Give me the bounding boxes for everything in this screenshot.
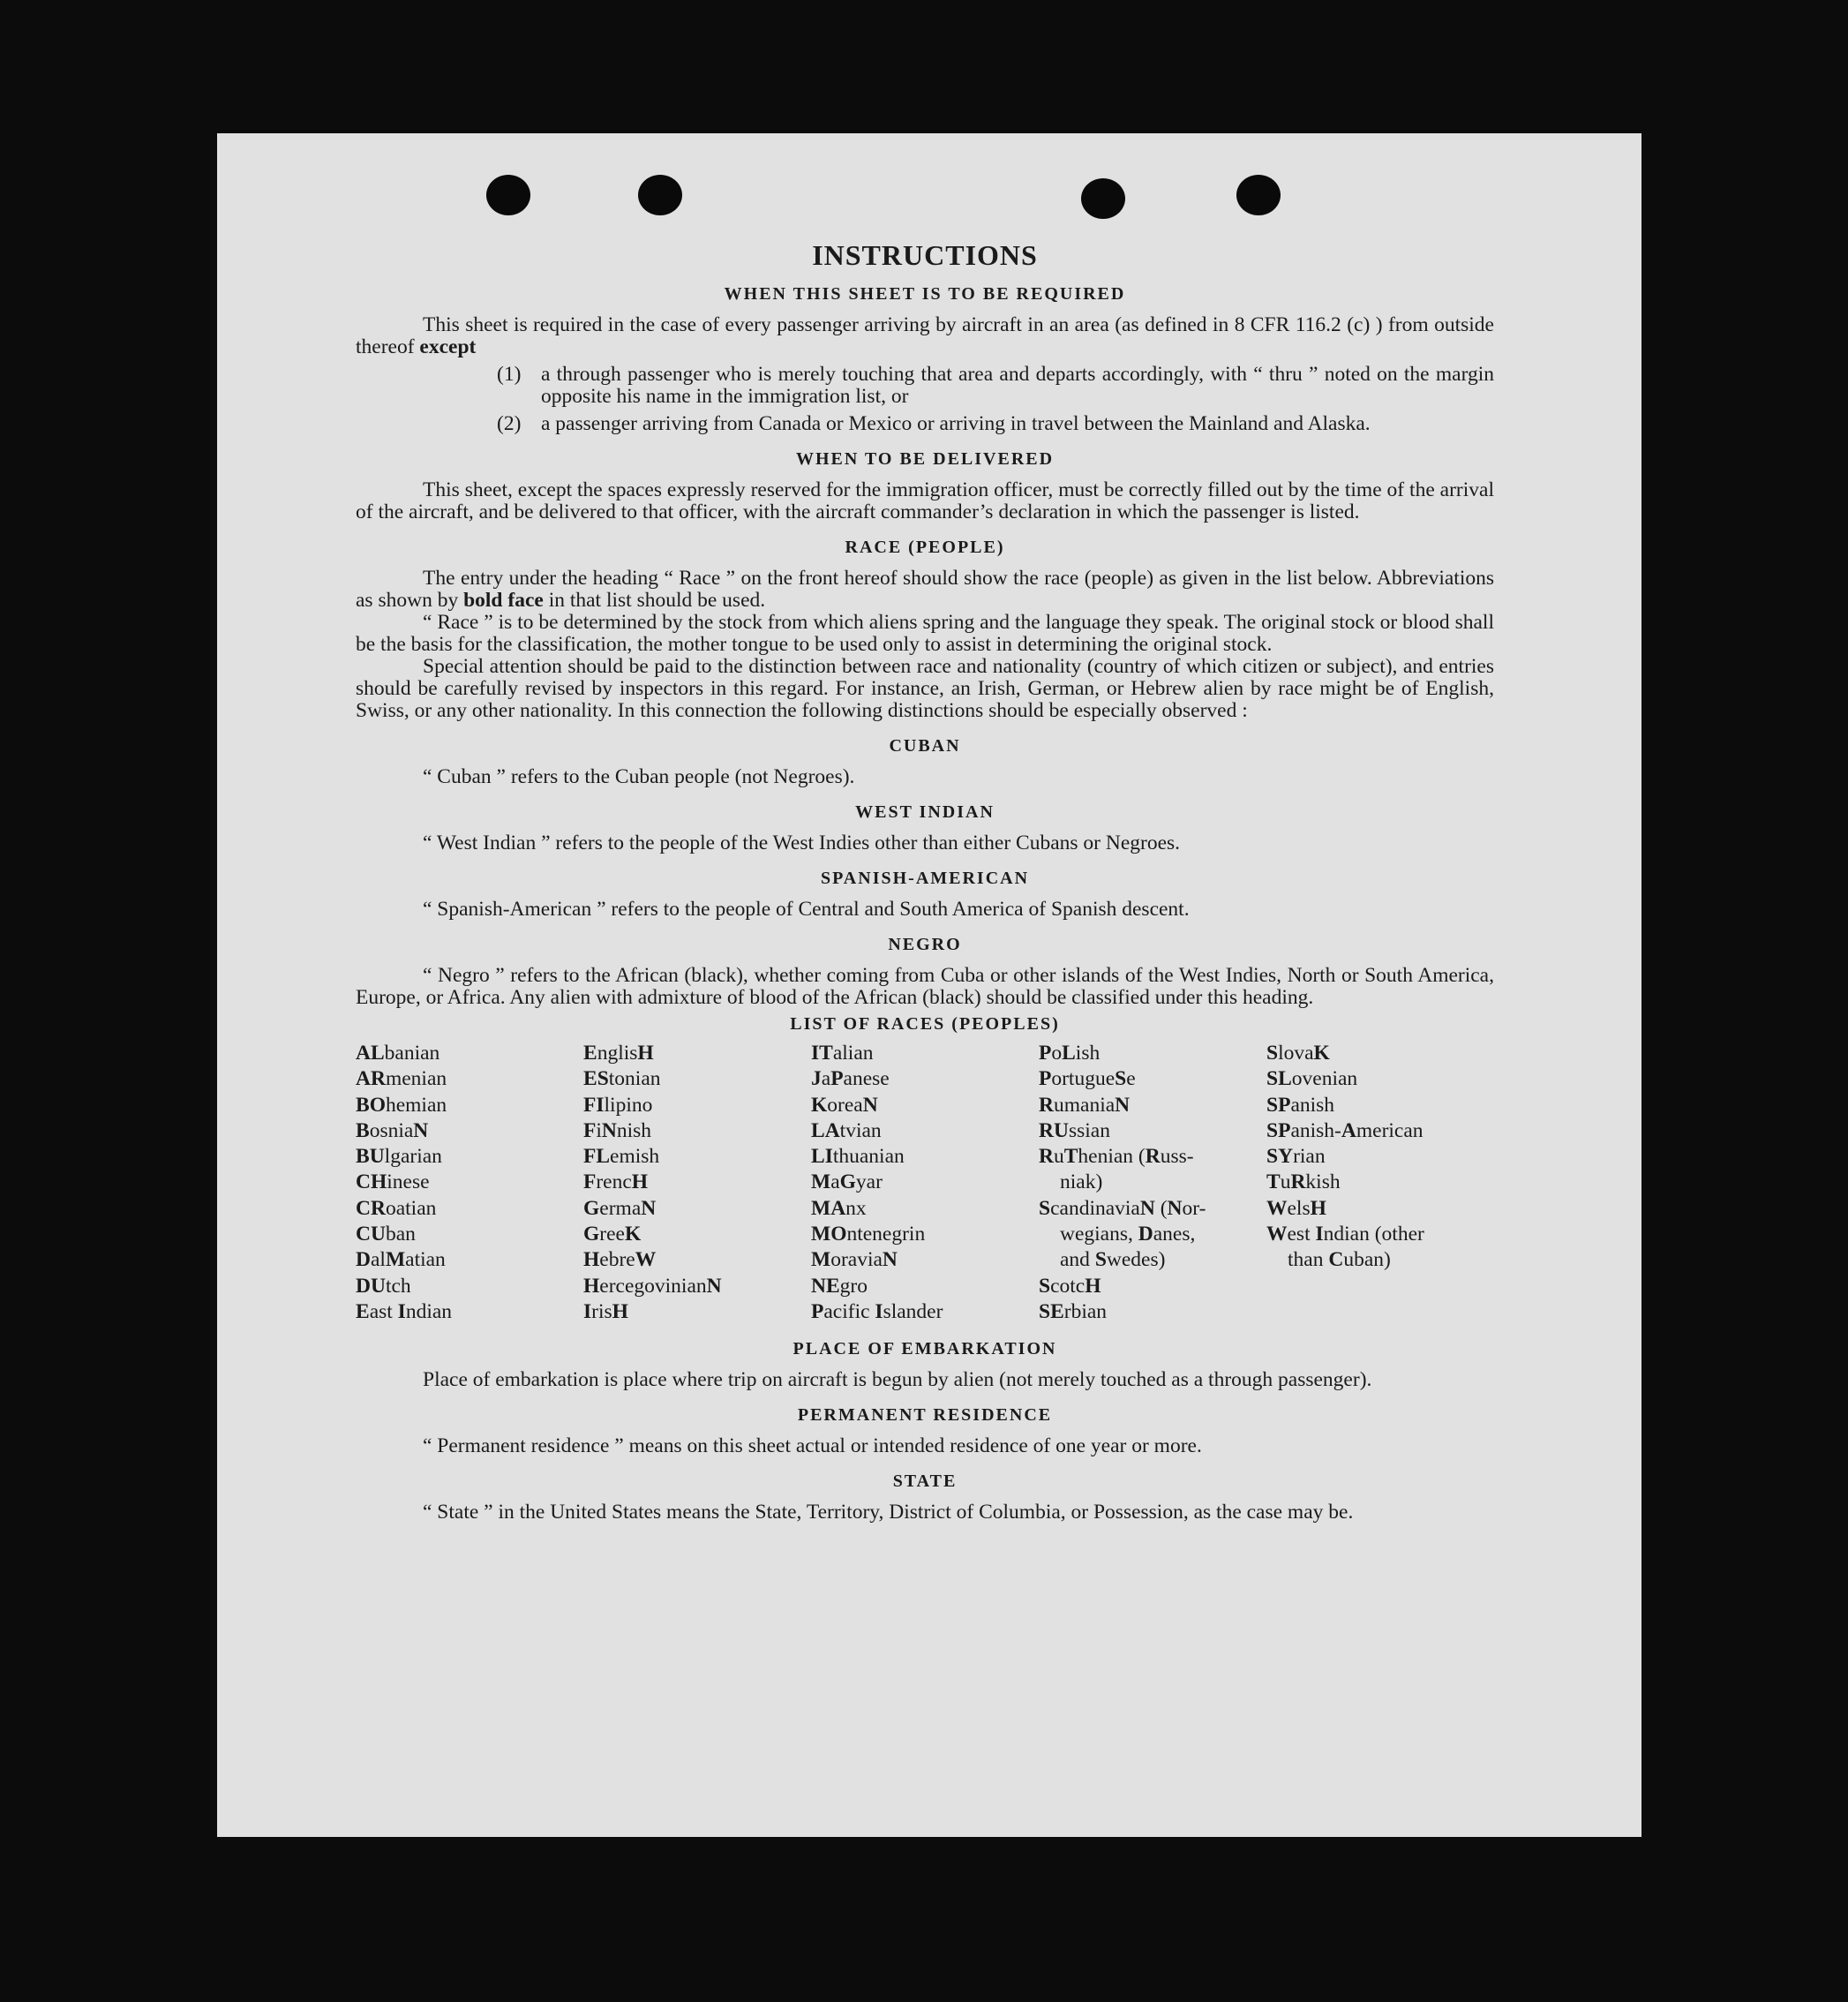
race-entry: ScotcH	[1039, 1274, 1101, 1298]
section-heading: LIST OF RACES (PEOPLES)	[790, 1014, 1060, 1034]
item-text: a through passenger who is merely touching that area and departs accordingly, with “ thru ” noted on the margin opposite his name in the immigration list, or	[541, 363, 1494, 408]
item-number: (1)	[497, 363, 522, 386]
race-entry: HercegovinianN	[583, 1274, 722, 1298]
race-entry: than Cuban)	[1288, 1248, 1391, 1272]
race-entry: SErbian	[1039, 1299, 1108, 1323]
section-heading: NEGRO	[888, 935, 962, 954]
race-entry: BosniaN	[356, 1118, 429, 1142]
race-entry: CRoatian	[356, 1196, 437, 1220]
race-entry: EStonian	[583, 1067, 661, 1091]
race-entry: PortugueSe	[1039, 1067, 1136, 1091]
paragraph: “ Permanent residence ” means on this sheet actual or intended residence of one year or more.	[423, 1434, 1202, 1458]
paragraph: “ Cuban ” refers to the Cuban people (not Negroes).	[423, 765, 855, 788]
race-entry: SYrian	[1266, 1145, 1326, 1169]
race-entry: WelsH	[1266, 1196, 1326, 1220]
race-entry: niak)	[1060, 1170, 1103, 1194]
race-entry: LAtvian	[811, 1118, 882, 1142]
race-entry: ScandinaviaN (Nor-	[1039, 1196, 1206, 1220]
race-entry: JaPanese	[811, 1067, 890, 1091]
race-column	[1039, 1041, 1266, 1325]
race-entry: DUtch	[356, 1274, 411, 1298]
paragraph: “ Spanish-American ” refers to the people of Central and South America of Spanish descent.	[423, 898, 1190, 921]
section-heading: PERMANENT RESIDENCE	[797, 1405, 1053, 1426]
race-column	[1266, 1041, 1494, 1325]
race-column	[811, 1041, 1039, 1325]
punch-hole	[638, 175, 682, 215]
race-entry: FiNnish	[583, 1118, 652, 1142]
race-entry: and Swedes)	[1060, 1248, 1166, 1272]
race-entry: wegians, Danes,	[1060, 1223, 1196, 1246]
race-entry: FIlipino	[583, 1093, 653, 1117]
section-heading: WHEN TO BE DELIVERED	[795, 449, 1055, 469]
race-entry: Pacific Islander	[811, 1299, 943, 1323]
list-item	[497, 364, 1494, 408]
race-entry: MOntenegrin	[811, 1223, 926, 1246]
paragraph: This sheet is required in the case of every passenger arriving by aircraft in an area (as defined in 8 CFR 116.2 (c) ) from outside thereof except	[356, 313, 1494, 358]
race-entry: DalMatian	[356, 1248, 446, 1272]
race-entry: IrisH	[583, 1299, 628, 1323]
race-entry: KoreaN	[811, 1093, 878, 1117]
race-entry: ITalian	[811, 1042, 874, 1065]
race-entry: SPanish-American	[1266, 1118, 1424, 1142]
race-entry: RumaniaN	[1039, 1093, 1131, 1117]
race-entry: BOhemian	[356, 1093, 447, 1117]
page-title: INSTRUCTIONS	[812, 239, 1038, 271]
list-item	[497, 413, 1494, 435]
race-column	[356, 1041, 583, 1325]
paragraph: Place of embarkation is place where trip on aircraft is begun by alien (not merely touched as a through passenger).	[423, 1368, 1372, 1392]
paragraph: “ Race ” is to be determined by the stock from which aliens spring and the language they speak. The original stock or blood shall be the basis for the classification, the mother tongue to be used only to assist in determining the original stock.	[356, 611, 1494, 656]
document-content	[356, 240, 1494, 1524]
race-entry: MaGyar	[811, 1170, 883, 1194]
race-entry: ALbanian	[356, 1042, 440, 1065]
item-text: a passenger arriving from Canada or Mexico or arriving in travel between the Mainland and Alaska.	[541, 412, 1371, 435]
punch-hole	[1081, 178, 1125, 219]
item-number: (2)	[497, 412, 522, 435]
race-entry: PoLish	[1039, 1042, 1101, 1065]
exception-list	[497, 364, 1494, 435]
race-entry: HebreW	[583, 1248, 657, 1272]
race-entry: CHinese	[356, 1170, 430, 1194]
race-entry: West Indian (other	[1266, 1223, 1424, 1246]
race-entry: GermaN	[583, 1196, 657, 1220]
race-entry: RUssian	[1039, 1118, 1110, 1142]
race-entry: FrencH	[583, 1170, 649, 1194]
punch-hole	[1236, 175, 1281, 215]
section-heading: STATE	[892, 1471, 958, 1492]
race-entry: BUlgarian	[356, 1145, 442, 1169]
paragraph: Special attention should be paid to the distinction between race and nationality (country of which citizen or subject), and entries should be carefully revised by inspectors in this regard. For instance, an Irish, German, or Hebrew alien by race might be of English, Swiss, or any other nationality. In this connection the following distinctions should be especially observed :	[356, 655, 1494, 722]
punch-hole	[486, 175, 530, 215]
paragraph: “ West Indian ” refers to the people of the West Indies other than either Cubans or Negroes.	[423, 832, 1181, 854]
section-heading: PLACE OF EMBARKATION	[793, 1339, 1057, 1359]
race-entry: NEgro	[811, 1274, 868, 1298]
race-entry: SPanish	[1266, 1093, 1335, 1117]
race-column	[583, 1041, 811, 1325]
paragraph: The entry under the heading “ Race ” on the front hereof should show the race (people) as given in the list below. Abbreviations as shown by bold face in that list should be used.	[356, 567, 1494, 612]
race-entry: ARmenian	[356, 1067, 447, 1091]
race-entry: TuRkish	[1266, 1170, 1341, 1194]
race-entry: SlovaK	[1266, 1042, 1330, 1065]
section-heading: CUBAN	[889, 736, 961, 756]
paragraph: “ State ” in the United States means the State, Territory, District of Columbia, or Possession, as the case may be.	[423, 1501, 1354, 1524]
section-heading: SPANISH-AMERICAN	[820, 869, 1030, 888]
race-entry: CUban	[356, 1223, 416, 1246]
race-entry: GreeK	[583, 1223, 642, 1246]
section-heading: WHEN THIS SHEET IS TO BE REQUIRED	[724, 284, 1126, 304]
section-heading: WEST INDIAN	[855, 802, 995, 822]
race-entry: MAnx	[811, 1196, 867, 1220]
race-entry: FLemish	[583, 1145, 660, 1169]
race-entry: EnglisH	[583, 1042, 654, 1065]
race-entry: LIthuanian	[811, 1145, 905, 1169]
race-entry: East Indian	[356, 1299, 453, 1323]
paragraph: This sheet, except the spaces expressly reserved for the immigration officer, must be correctly filled out by the time of the arrival of the aircraft, and be delivered to that officer, with the aircraft commander’s declaration in which the passenger is listed.	[356, 478, 1494, 523]
section-heading: RACE (PEOPLE)	[845, 538, 1005, 557]
race-entry: MoraviaN	[811, 1248, 898, 1272]
race-entry: SLovenian	[1266, 1067, 1358, 1091]
race-entry: RuThenian (Russ-	[1039, 1145, 1194, 1169]
paragraph: “ Negro ” refers to the African (black), whether coming from Cuba or other islands of the West Indies, North or South America, Europe, or Africa. Any alien with admixture of blood of the African (black) should be classified under this heading.	[356, 964, 1494, 1009]
race-list	[356, 1041, 1494, 1325]
